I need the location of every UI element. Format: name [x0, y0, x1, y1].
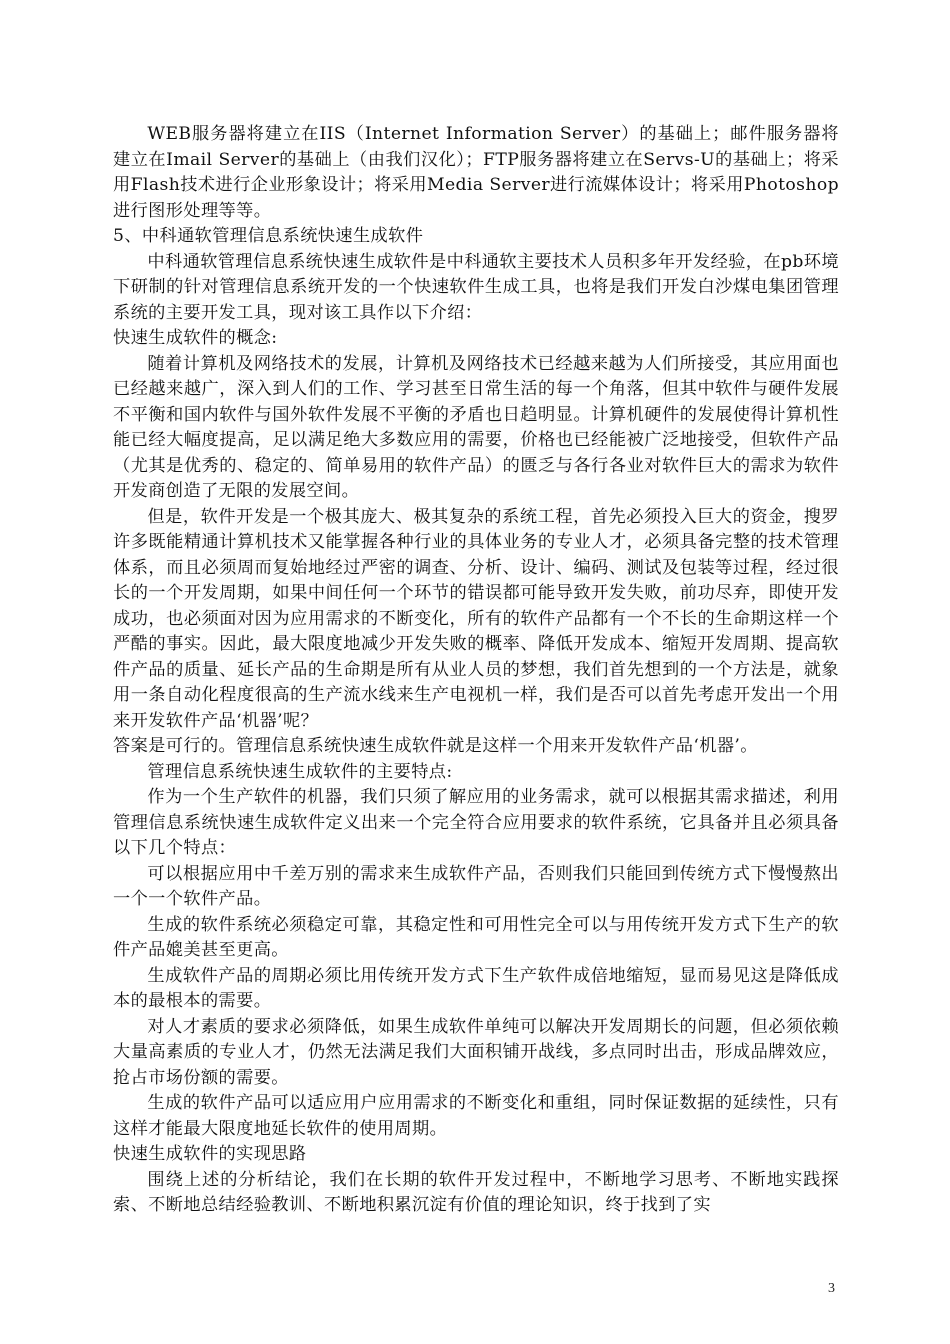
paragraph-features-intro: 作为一个生产软件的机器，我们只须了解应用的业务需求，就可以根据其需求描述，利用管理信息系统快速生成软件定义出来一个完全符合应用要求的软件系统，它具备并且必须具备以下几个特点：	[113, 787, 839, 858]
document-body	[113, 122, 839, 1219]
paragraph-server-foundations: WEB服务器将建立在IIS（Internet Information Server）的基础上；邮件服务器将建立在Imail Server的基础上（由我们汉化）；FTP服务器将建立在Servs-U的基础上；将采用Flash技术进行企业形象设计；将采用Media Server进行流媒体设计；将采用Photoshop进行图形处理等等。	[113, 124, 839, 221]
subheading-concept: 快速生成软件的概念:	[113, 328, 278, 348]
feature-item-lower-skill-requirements: 对人才素质的要求必须降低，如果生成软件单纯可以解决开发周期长的问题，但必须依赖大量高素质的专业人才，仍然无法满足我们大面积铺开战线，多点同时出击，形成品牌效应，抢占市场份额的需要。	[113, 1016, 839, 1088]
section-heading-rapid-generation-software: 5、中科通软管理信息系统快速生成软件	[113, 226, 424, 246]
feature-item-short-cycle: 生成软件产品的周期必须比用传统开发方式下生产软件成倍地缩短，显而易见这是降低成本的最根本的需要。	[113, 965, 839, 1011]
page-number: 3	[828, 1281, 835, 1296]
feature-item-flexibility: 可以根据应用中千差万别的需求来生成软件产品，否则我们只能回到传统方式下慢慢熬出一个一个软件产品。	[113, 863, 839, 909]
paragraph-answer-feasible: 答案是可行的。管理信息系统快速生成软件就是这样一个用来开发软件产品‘机器’。	[113, 736, 758, 756]
paragraph-software-engineering-challenges: 但是，软件开发是一个极其庞大、极其复杂的系统工程，首先必须投入巨大的资金，搜罗许多既能精通计算机技术又能掌握各种行业的具体业务的专业人才，必须具备完整的技术管理体系，而且必须周而复始地经过严密的调查、分析、设计、编码、测试及包装等过程，经过很长的一个开发周期，如果中间任何一个环节的错误都可能导致开发失败，前功尽弃，即使开发成功，也必须面对因为应用需求的不断变化，所有的软件产品都有一个不长的生命期这样一个严酷的事实。因此，最大限度地减少开发失败的概率、降低开发成本、缩短开发周期、提高软件产品的质量、延长产品的生命期是所有从业人员的梦想，我们首先想到的一个方法是，就象用一条自动化程度很高的生产流水线来生产电视机一样，我们是否可以首先考虑开发出一个用来开发软件产品‘机器’呢？	[113, 506, 839, 731]
subheading-implementation-approach: 快速生成软件的实现思路	[113, 1144, 307, 1164]
paragraph-technology-development: 随着计算机及网络技术的发展，计算机及网络技术已经越来越为人们所接受，其应用面也已经越来越广，深入到人们的工作、学习甚至日常生活的每一个角落，但其中软件与硬件发展不平衡和国内软件与国外软件发展不平衡的矛盾也日趋明显。计算机硬件的发展使得计算机性能已经大幅度提高，足以满足绝大多数应用的需要，价格也已经能被广泛地接受，但软件产品（尤其是优秀的、稳定的、简单易用的软件产品）的匮乏与各行各业对软件巨大的需求为软件开发商创造了无限的发展空间。	[113, 353, 839, 501]
subheading-main-features: 管理信息系统快速生成软件的主要特点:	[147, 761, 453, 782]
paragraph-tool-introduction: 中科通软管理信息系统快速生成软件是中科通软主要技术人员积多年开发经验，在pb环境下研制的针对管理信息系统开发的一个快速软件生成工具，也将是我们开发白沙煤电集团管理系统的主要开发工具，现对该工具作以下介绍：	[113, 251, 839, 323]
feature-item-stability: 生成的软件系统必须稳定可靠，其稳定性和可用性完全可以与用传统开发方式下生产的软件产品媲美甚至更高。	[113, 914, 839, 960]
paragraph-implementation-approach: 围绕上述的分析结论，我们在长期的软件开发过程中，不断地学习思考、不断地实践探索、不断地总结经验教训、不断地积累沉淀有价值的理论知识，终于找到了实	[113, 1169, 839, 1215]
feature-item-adaptability: 生成的软件产品可以适应用户应用需求的不断变化和重组，同时保证数据的延续性，只有这样才能最大限度地延长软件的使用周期。	[113, 1093, 839, 1139]
